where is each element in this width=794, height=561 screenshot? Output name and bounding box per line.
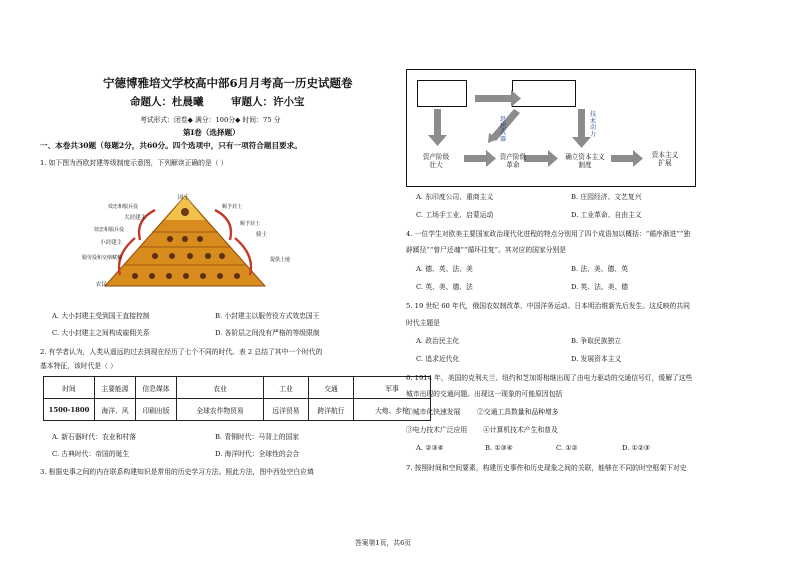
q4-stem-line1: 4. 一位学生对欧美主要国家政治现代化进程的特点分别用了四个成语加以概括：“循序渐进”“独 xyxy=(406,230,691,238)
era-table xyxy=(43,376,431,421)
flow-arrows xyxy=(406,69,696,187)
q1-option-a[interactable]: A. 大小封建主受到国王直接控制 xyxy=(52,312,150,320)
exam-title: 宁德博雅培文学校高中部6月月考高一历史试题卷 xyxy=(103,76,353,90)
era-table-header-row xyxy=(44,377,431,399)
pyramid-label-king: 国王 xyxy=(178,195,190,201)
era-table-header-agriculture: 农业 xyxy=(177,377,264,399)
era-table-header-industry: 工业 xyxy=(264,377,309,399)
exam-info: 考试形式：闭卷◆ 满分：100分◆ 时间：75 分 xyxy=(140,116,281,124)
q5-stem-line2: 时代主题是 xyxy=(406,319,440,327)
era-table-header-transport: 交通 xyxy=(309,377,354,399)
q7-stem: 7. 按照时间和空间要素，构建历史事件和历史现象之间的关联，能够在不同的时空框架下对史 xyxy=(406,464,687,472)
pyramid-label-left-bottom: 服劳役和交纳赋税 xyxy=(82,255,123,261)
era-table-cell-media: 印刷出版 xyxy=(136,399,177,421)
q6-item-3: ③电力技术广泛应用 xyxy=(406,426,468,434)
pyramid-label-big-lord: 大封建主 xyxy=(124,215,147,221)
q5-option-d[interactable]: D. 发展资本主义 xyxy=(571,355,622,363)
part-one-instruction: 一、本卷共30题（每题2分，共60分。四个选项中，只有一项符合题目要求。 xyxy=(40,141,302,150)
q3-option-d[interactable]: D. 工业革命、自由主义 xyxy=(571,211,642,219)
q6-option-b[interactable]: B. ①③④ xyxy=(485,444,513,452)
q4-option-b[interactable]: B. 法、美、德、英 xyxy=(571,265,628,273)
pyramid-label-right-bottom: 提供土地 xyxy=(270,257,291,263)
q6-stem-line1: 6. 1914 年，美国的克利夫兰、纽约和芝加哥相继出现了由电力驱动的交通信号灯，缓解了这些 xyxy=(406,374,693,382)
pyramid-label-left-top: 效忠和服兵役 xyxy=(108,204,139,210)
era-table-header-time: 时间 xyxy=(44,377,95,399)
q3-option-b[interactable]: B. 庄园经济、文艺复兴 xyxy=(571,193,642,201)
q5-option-b[interactable]: B. 争取民族独立 xyxy=(571,337,622,345)
era-table-header-energy: 主要能源 xyxy=(95,377,136,399)
node-bourgeois-grow-line1: 资产阶级 xyxy=(422,153,450,161)
era-table-header-military: 军事 xyxy=(354,377,431,399)
era-table-cell-time: 1500-1800 xyxy=(44,399,95,421)
q4-option-d[interactable]: D. 英、法、美、德 xyxy=(571,283,629,291)
q6-item-4: ④计算机技术产生和普及 xyxy=(483,426,558,434)
q5-option-c[interactable]: C. 追求近代化 xyxy=(416,355,460,363)
era-table-cell-military: 大炮、步枪 xyxy=(354,399,431,421)
q6-option-a[interactable]: A. ②③④ xyxy=(416,444,444,452)
pyramid-label-small-lord: 小封建主 xyxy=(100,240,123,246)
q6-option-d[interactable]: D. ①②③ xyxy=(622,444,650,452)
section-title: 第Ⅰ卷（选择题） xyxy=(183,128,240,137)
era-table-cell-agriculture: 全球农作物贸易 xyxy=(177,399,264,421)
node-establish-capitalism xyxy=(558,154,612,169)
node-establish-capitalism-line1: 确立资本主义 xyxy=(565,153,605,161)
era-table-header-media: 信息媒体 xyxy=(136,377,177,399)
q2-option-b[interactable]: B. 青铜时代：马背上的国家 xyxy=(215,433,300,441)
pyramid-label-right-mid: 赐予封土 xyxy=(240,221,261,227)
arrow-label-technical-power: 技术动力 xyxy=(589,111,597,138)
pyramid-label-right-top: 赐予封土 xyxy=(222,204,243,210)
node-bourgeois-revolution-line2: 革命 xyxy=(506,160,520,169)
node-capitalism-expand-line1: 资本主义 xyxy=(651,151,679,159)
q1-option-c[interactable]: C. 大小封建主之间构成雇佣关系 xyxy=(52,329,150,337)
q6-stem-line2: 城市出现的交通问题。出现这一现象的可能原因包括 xyxy=(406,390,563,398)
node-capitalism-expand-line2: 扩展 xyxy=(658,158,672,167)
pyramid-label-left-mid: 效忠和服兵役 xyxy=(94,227,125,233)
q2-stem-line1: 2. 有学者认为，人类从遥远的过去到现在经历了七个不同的时代。表 2 总结了其中一个时代的 xyxy=(40,348,323,356)
pyramid-label-knight: 骑士 xyxy=(256,232,268,238)
node-bourgeois-grow xyxy=(418,154,454,169)
era-table-cell-energy: 海洋、风 xyxy=(95,399,136,421)
node-capitalism-expand xyxy=(645,152,685,167)
pyramid-label-peasant: 农民 xyxy=(96,282,108,288)
q4-option-a[interactable]: A. 德、英、法、美 xyxy=(416,265,473,273)
node-bourgeois-grow-line2: 壮大 xyxy=(429,160,443,169)
node-bourgeois-revolution-line1: 资产阶级 xyxy=(499,153,527,161)
q4-stem-line2: 辟蹊径”“曾尸还魂”“循环往复”。其对应的国家分别是 xyxy=(406,246,567,254)
reviewer: 审题人：许小宝 xyxy=(231,96,305,108)
q5-stem-line1: 5. 19 世纪 60 年代，俄国农奴制改革、中国洋务运动、日本明治维新先后发生。这反映的共同 xyxy=(406,302,690,310)
node-establish-capitalism-line2: 制度 xyxy=(578,160,592,169)
q1-stem: 1. 如下图为西欧封建等级制度示意图，下列解读正确的是（ ） xyxy=(40,159,228,167)
q2-stem-line2: 基本特征，该时代是（ ） xyxy=(40,362,117,370)
q1-option-d[interactable]: D. 各阶层之间没有严格的等级限制 xyxy=(215,329,320,337)
q2-option-a[interactable]: A. 新石器时代：农业和村落 xyxy=(52,433,136,441)
author: 命题人：杜晨曦 xyxy=(130,96,204,108)
era-table-cell-transport: 跨洋航行 xyxy=(309,399,354,421)
q4-option-c[interactable]: C. 英、美、德、法 xyxy=(416,283,473,291)
q2-option-d[interactable]: D. 海洋时代：全球性的会合 xyxy=(215,450,300,458)
q5-option-a[interactable]: A. 政治民主化 xyxy=(416,337,460,345)
q6-item-1: ①城市化快速发展 xyxy=(406,408,461,416)
arrow-label-ideological-weapon: 思想武器 xyxy=(499,116,507,143)
era-table-cell-industry: 远洋贸易 xyxy=(264,399,309,421)
q6-item-2: ②交通工具数量和品种增多 xyxy=(477,408,559,416)
page-footer: 答案第1页，共6页 xyxy=(355,539,412,547)
q6-option-c[interactable]: C. ①② xyxy=(556,444,578,452)
q3-option-c[interactable]: C. 工场手工业、启蒙运动 xyxy=(416,211,494,219)
q1-option-b[interactable]: B. 小封建主以服劳役方式效忠国王 xyxy=(215,312,320,320)
q3-option-a[interactable]: A. 东印度公司、重商主义 xyxy=(416,193,494,201)
q3-stem: 3. 根据史事之间的内在联系构建知识是常用的历史学习方法。照此方法，图中西处空白应填 xyxy=(40,468,314,476)
node-bourgeois-revolution xyxy=(493,154,533,169)
era-table-row xyxy=(44,399,431,421)
q2-option-c[interactable]: C. 古典时代：帝国的诞生 xyxy=(52,450,130,458)
